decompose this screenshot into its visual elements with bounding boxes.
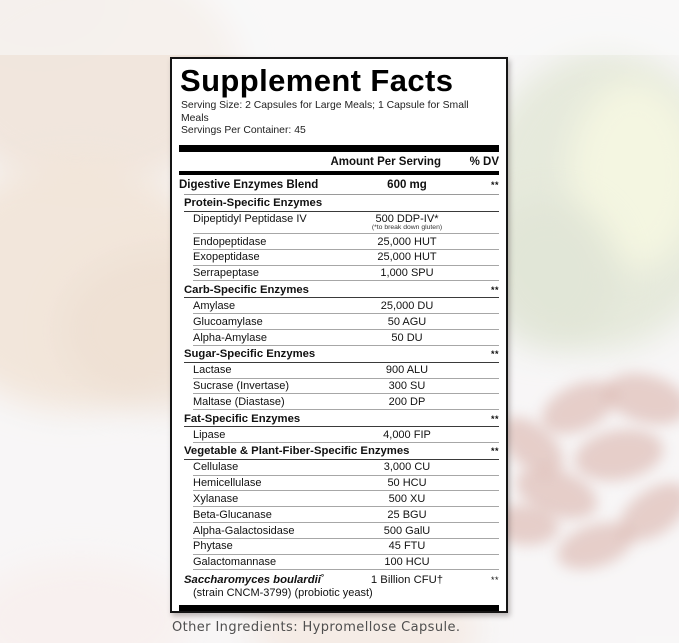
- enzyme-name: Lipase: [193, 428, 226, 441]
- enzyme-section: [179, 346, 499, 410]
- enzyme-amount: [345, 540, 469, 552]
- enzyme-section-header-row: [184, 346, 499, 363]
- enzyme-section: [179, 443, 499, 570]
- enzyme-section: [179, 410, 499, 443]
- enzyme-amount-value: 300 SU: [388, 380, 426, 393]
- enzyme-row: [193, 363, 499, 379]
- enzyme-name: Alpha-Amylase: [193, 331, 267, 344]
- enzyme-amount-value: 100 HCU: [384, 556, 430, 569]
- enzyme-section-items: [179, 427, 499, 443]
- enzyme-name: Endopeptidase: [193, 235, 267, 248]
- enzyme-section-items: [179, 363, 499, 410]
- enzyme-row: [193, 266, 499, 282]
- enzyme-amount: [345, 477, 469, 489]
- enzyme-section: [179, 281, 499, 345]
- enzyme-name: Amylase: [193, 300, 236, 312]
- probiotic-strain: (strain CNCM-3799) (probiotic yeast): [193, 587, 373, 600]
- enzyme-name: Xylanase: [193, 493, 239, 506]
- enzyme-row: [193, 491, 499, 507]
- enzyme-amount: [345, 509, 469, 521]
- enzyme-amount: [345, 461, 469, 473]
- enzyme-amount-value: 25 BGU: [387, 508, 427, 521]
- enzyme-amount: [345, 332, 469, 344]
- probiotic-dv: **: [490, 575, 499, 586]
- enzyme-row: [193, 539, 499, 555]
- enzyme-amount-value: 50 AGU: [387, 315, 427, 328]
- enzyme-amount-value: 500 GalU: [383, 524, 431, 537]
- background-top-band: [0, 0, 679, 55]
- enzyme-name: Glucoamylase: [193, 315, 263, 328]
- enzyme-name: Sucrase (Invertase): [193, 380, 289, 393]
- probiotic-row: [184, 570, 499, 586]
- enzyme-section-header-row: [184, 281, 499, 298]
- enzyme-name: Lactase: [193, 364, 232, 377]
- enzyme-amount: [345, 213, 469, 232]
- percent-dv-header: % DV: [469, 155, 499, 168]
- enzyme-amount: [345, 300, 469, 312]
- enzyme-amount: [345, 380, 469, 392]
- other-ingredients-text: Other Ingredients: Hypromellose Capsule.: [172, 620, 461, 635]
- enzyme-row: [193, 379, 499, 395]
- enzyme-name: Hemicellulase: [193, 477, 262, 490]
- enzyme-amount-value: 1,000 SPU: [380, 267, 434, 280]
- enzyme-row: [193, 330, 499, 346]
- enzyme-name: Galactomannase: [193, 556, 277, 569]
- serving-size-text: Serving Size: 2 Capsules for Large Meals; 1 Capsule for Small Meals: [181, 100, 469, 124]
- enzyme-amount: [345, 251, 469, 263]
- blend-name: Digestive Enzymes Blend: [179, 178, 319, 191]
- enzyme-amount-value: 900 ALU: [385, 364, 429, 377]
- enzyme-name: Phytase: [193, 540, 233, 553]
- enzyme-name: Beta-Glucanase: [193, 508, 272, 521]
- enzyme-amount-value: 4,000 FIP: [383, 428, 431, 441]
- enzyme-section-header-row: [184, 443, 499, 460]
- enzyme-amount-value: 50 DU: [391, 331, 423, 344]
- enzyme-row: [193, 394, 499, 410]
- probiotic-symbol: °: [320, 573, 325, 583]
- enzyme-amount-value: 25,000 DU: [380, 300, 434, 312]
- enzyme-section-dv: **: [490, 446, 499, 457]
- amount-per-serving-header: Amount Per Serving: [330, 155, 441, 168]
- panel-inner: [172, 59, 506, 611]
- enzyme-section-items: [179, 460, 499, 570]
- enzyme-name: Cellulase: [193, 461, 239, 474]
- column-headers-row: [179, 152, 499, 171]
- enzyme-amount-value: 45 FTU: [388, 540, 426, 553]
- blend-amount: 600 mg: [387, 178, 427, 191]
- enzyme-amount: [345, 364, 469, 376]
- divider-thick-top: [179, 145, 499, 152]
- enzyme-section-header: Protein-Specific Enzymes: [184, 197, 323, 210]
- enzyme-name: Serrapeptase: [193, 267, 260, 280]
- panel-title: Supplement Facts: [180, 63, 454, 98]
- servings-per-container-text: Servings Per Container: 45: [181, 125, 306, 137]
- enzyme-amount: [345, 493, 469, 505]
- enzyme-section-dv: **: [490, 413, 499, 424]
- enzyme-amount-value: 50 HCU: [387, 477, 427, 490]
- enzyme-amount: [345, 316, 469, 328]
- blend-row: [179, 175, 499, 194]
- probiotic-amount: 1 Billion CFU†: [370, 574, 444, 587]
- enzyme-amount-note: (*to break down gluten): [371, 224, 443, 232]
- enzyme-amount: [345, 236, 469, 248]
- enzyme-name: Dipeptidyl Peptidase IV: [193, 213, 307, 226]
- enzyme-section-header: Sugar-Specific Enzymes: [184, 348, 316, 361]
- enzyme-section-header-row: [184, 410, 499, 427]
- enzyme-section-header: Vegetable & Plant-Fiber-Specific Enzymes: [184, 445, 410, 458]
- divider-thick-bottom: [179, 605, 499, 611]
- blend-dv: **: [490, 179, 499, 190]
- enzyme-section-header: Fat-Specific Enzymes: [184, 412, 301, 425]
- enzyme-amount-value: 500 XU: [388, 493, 426, 506]
- enzyme-row: [193, 427, 499, 443]
- enzyme-section-dv: **: [490, 349, 499, 360]
- enzyme-amount: [345, 429, 469, 441]
- enzyme-row: [193, 555, 499, 571]
- enzyme-name: Exopeptidase: [193, 251, 260, 264]
- enzyme-section-items: [179, 298, 499, 345]
- enzyme-row: [193, 523, 499, 539]
- enzyme-row: [193, 298, 499, 314]
- enzyme-amount: [345, 556, 469, 568]
- enzyme-row: [193, 476, 499, 492]
- enzyme-row: [193, 234, 499, 250]
- enzyme-section-items: [179, 212, 499, 282]
- supplement-facts-panel: [170, 57, 508, 613]
- enzyme-section-dv: **: [490, 284, 499, 295]
- enzyme-amount: [345, 396, 469, 408]
- probiotic-name-italic: Saccharomyces boulardii: [184, 574, 321, 587]
- enzyme-row: [193, 314, 499, 330]
- enzyme-name: Maltase (Diastase): [193, 395, 285, 408]
- enzyme-row: [193, 460, 499, 476]
- enzyme-amount-value: 25,000 HUT: [377, 235, 437, 248]
- enzyme-name: Alpha-Galactosidase: [193, 524, 295, 537]
- enzyme-section-header: Carb-Specific Enzymes: [184, 283, 309, 296]
- enzyme-amount-value: 200 DP: [388, 395, 426, 408]
- enzyme-row: [193, 507, 499, 523]
- enzyme-section: [179, 195, 499, 282]
- enzyme-row: [193, 250, 499, 266]
- enzyme-amount: [345, 525, 469, 537]
- enzyme-amount-value: 25,000 HUT: [377, 251, 437, 264]
- enzyme-amount: [345, 267, 469, 279]
- enzyme-section-header-row: [184, 195, 499, 212]
- sections: [179, 195, 499, 571]
- probiotic-name: [184, 573, 345, 586]
- enzyme-amount-value: 3,000 CU: [383, 461, 431, 474]
- enzyme-row: [193, 212, 499, 234]
- enzyme-amount-value: 500 DDP-IV*: [375, 213, 439, 226]
